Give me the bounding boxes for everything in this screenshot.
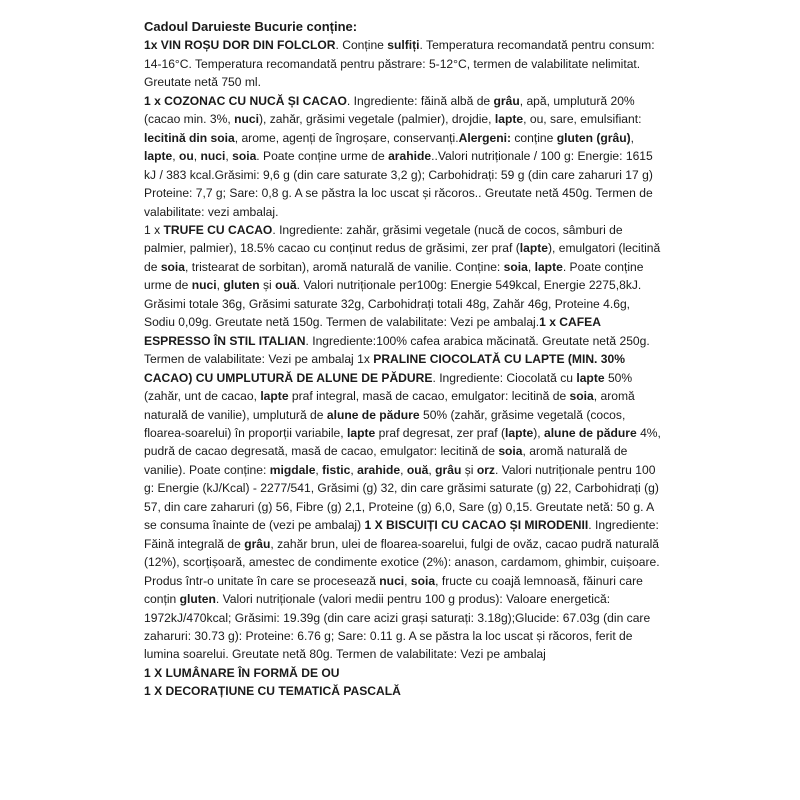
text-run: ,	[193, 149, 201, 164]
bold-text: lapte	[534, 259, 563, 274]
ingredients-body	[144, 36, 664, 700]
text-run: . Poate conține urme de	[256, 149, 389, 164]
bold-text: nuci	[234, 112, 259, 127]
bold-text: 1 X DECORAȚIUNE CU TEMATICĂ PASCALĂ	[144, 684, 401, 699]
product-paragraph	[144, 682, 664, 700]
text-run: . Poate conține urme de	[144, 259, 644, 293]
bold-text: lapte	[519, 241, 548, 256]
text-run: ,	[225, 149, 233, 164]
text-run: ,	[315, 462, 323, 477]
product-paragraph	[144, 92, 664, 221]
bold-text: arahide	[357, 462, 401, 477]
bold-text: gluten (grâu)	[556, 130, 631, 145]
text-run: , zahăr brun, ulei de floarea-soarelui, fulgi de ovăz, cacao pudră naturală (12%), scorțișoară, amestec de condimente exotice (2%): anason, cardamom, ghimbir, cuișoare. Produs într-o unitate în care se procesează	[144, 536, 660, 588]
bold-text: 1 X BISCUIȚI CU CACAO ȘI MIRODENII	[364, 518, 589, 533]
bold-text: gluten	[179, 592, 216, 607]
bold-text: lapte	[576, 370, 605, 385]
text-run: ), emulgatori (lecitină de	[144, 241, 661, 274]
bold-text: gluten	[223, 278, 260, 293]
text-run: . Ingrediente: făină albă de	[346, 93, 494, 108]
text-run: conține	[511, 130, 557, 145]
bold-text: Alergeni:	[458, 130, 512, 145]
text-run: ), zahăr, grăsimi vegetale (palmier), drojdie,	[258, 112, 495, 127]
bold-text: soia	[569, 389, 594, 404]
text-run: , apă, umplutură 20% (cacao min. 3%,	[144, 93, 635, 127]
text-run: și	[259, 278, 276, 293]
text-run: 50% (zahăr, grăsime vegetală (cocos, floarea-soarelui) în proporții variabile,	[144, 407, 626, 440]
bold-text: lapte	[504, 425, 534, 440]
text-run: . Conține	[335, 38, 388, 53]
text-run: . Valori nutriționale pentru 100 g: Energie (kJ/Kcal) - 2277/541, Grăsimi (g) 32, din care grăsimi saturate (g) 22, Carbohidrați (g) 57, din care zaharuri (g) 56, Fibre (g) 2,1, Proteine (g) 6,0, Sare (g) 0,15. Greutate netă: 50 g. A se consuma înainte de (vezi pe ambalaj)	[144, 462, 659, 533]
bold-text: nuci	[191, 278, 217, 293]
text-run: ,	[172, 149, 179, 164]
bold-text: orz	[476, 462, 495, 477]
bold-text: lecitină din soia	[144, 130, 235, 145]
text-run: , ou, sare, emulsifiant:	[523, 112, 642, 127]
text-run: praf degresat, zer praf (	[375, 425, 505, 440]
text-run: , tristearat de sorbitan), aromă naturală de vanilie. Conține:	[185, 259, 504, 274]
bold-text: arahide	[388, 149, 432, 164]
text-run: ),	[533, 425, 544, 440]
bold-text: migdale	[269, 462, 316, 477]
text-run: ,	[630, 130, 635, 145]
bold-text: alune de pădure	[326, 407, 420, 422]
text-run: . Ingrediente: Făină integrală de	[144, 518, 659, 551]
text-run: , fructe cu coajă lemnoasă, făinuri care conțin	[144, 573, 643, 607]
bold-text: lapte	[494, 112, 524, 127]
bold-text: ouă	[406, 462, 429, 477]
text-run: ,	[350, 462, 358, 477]
bold-text: grâu	[435, 462, 462, 477]
text-run: ,	[404, 573, 411, 588]
bold-text: lapte	[347, 425, 376, 440]
bold-text: sulfiți	[387, 38, 420, 53]
bold-text: soia	[410, 573, 436, 588]
text-run: , arome, agenți de îngroșare, conservanți.	[234, 130, 459, 145]
text-run: ,	[527, 259, 535, 274]
text-run: și	[461, 462, 477, 477]
bold-text: grâu	[244, 536, 271, 551]
text-run: . Ingrediente: zahăr, grăsimi vegetale (nucă de cocos, sâmburi de palmier, palmier), 18.5% cacao cu conținut redus de grăsimi, zer praf (	[144, 222, 623, 256]
bold-text: fistic	[322, 462, 351, 477]
bold-text: ou	[178, 149, 194, 164]
bold-text: 1 x COZONAC CU NUCĂ ȘI CACAO	[144, 93, 347, 108]
bold-text: soia	[503, 259, 528, 274]
bold-text: nuci	[200, 149, 226, 164]
ingredients-sheet	[144, 18, 664, 701]
text-run: 1 x	[144, 222, 164, 237]
bold-text: grâu	[493, 93, 520, 108]
text-run: . Valori nutriționale (valori medii pentru 100 g produs): Valoare energetică: 1972kJ/470kcal; Grăsimi: 19.39g (din care acizi grași saturați: 3.18g);Glucide: 67.03g (din care zaharuri: 30.73 g): Proteine: 6.76 g; Sare: 0.11 g. A se păstra la loc uscat și răcoros, ferit de lumina soarelui. Greutate netă 80g. Termen de valabilitate: Vezi pe ambalaj	[144, 592, 651, 662]
text-run: ,	[400, 462, 407, 477]
text-run: , aromă naturală de vanilie), umplutură de	[144, 389, 635, 422]
bold-text: 1x VIN ROȘU DOR DIN FOLCLOR	[144, 38, 336, 53]
bold-text: alune de pădure	[543, 425, 637, 440]
text-run: praf integral, masă de cacao, emulgator: lecitină de	[288, 389, 570, 404]
text-run: 4%, pudră de cacao degresată, masă de cacao, emulgator: lecitină de	[144, 425, 661, 459]
text-run: ,	[216, 278, 224, 293]
bold-text: lapte	[144, 149, 173, 164]
bold-text: ouă	[275, 278, 297, 293]
bold-text: PRALINE CIOCOLATĂ CU LAPTE (MIN. 30% CACAO) CU UMPLUTURĂ DE ALUNE DE PĂDURE	[144, 352, 625, 385]
text-run: . Valori nutriționale per100g: Energie 549kcal, Energie 2275,8kJ. Grăsimi totale 36g, Grăsimi saturate 32g, Carbohidrați totali 48g, Zahăr 46g, Proteine 4.6g, Sodiu 0,09g. Greutate netă 150g. Termen de valabilitate: Vezi pe ambalaj.	[144, 278, 642, 330]
bold-text: soia	[160, 259, 186, 274]
text-run: 50% (zahăr, unt de cacao,	[144, 370, 633, 404]
text-run: ,	[428, 462, 436, 477]
text-run: ..Valori nutriționale / 100 g: Energie: 1615 kJ / 383 kcal.Grăsimi: 9,6 g (din care saturate 3,2 g); Carbohidrați: 59 g (din care zaharuri 17 g) Proteine: 7,7 g; Sare: 0,8 g. A se păstra la loc uscat și răcoros.. Greutate netă 450g. Termen de valabilitate: vezi ambalaj.	[144, 149, 653, 219]
text-run: . Ingrediente:100% cafea arabica măcinată. Greutate netă 250g. Termen de valabilitate: Vezi pe ambalaj 1x	[144, 333, 650, 367]
product-paragraph	[144, 664, 664, 682]
bold-text: lapte	[260, 389, 289, 404]
product-paragraph	[144, 221, 664, 664]
bold-text: 1 x CAFEA ESPRESSO ÎN STIL ITALIAN	[144, 315, 601, 348]
text-run: , aromă naturală de vanilie). Poate conține:	[144, 444, 628, 477]
bold-text: soia	[498, 444, 523, 459]
text-run: . Ingrediente: Ciocolată cu	[432, 370, 577, 385]
bold-text: nuci	[379, 573, 405, 588]
document-title: Cadoul Daruieste Bucurie conține:	[144, 19, 358, 34]
bold-text: TRUFE CU CACAO	[163, 222, 273, 237]
product-paragraph	[144, 36, 664, 91]
bold-text: soia	[232, 149, 257, 164]
bold-text: 1 X LUMÂNARE ÎN FORMĂ DE OU	[144, 665, 340, 680]
text-run: . Temperatura recomandată pentru consum: 14-16°C. Temperatura recomandată pentru păstrare: 5-12°C, termen de valabilitate nelimitat. Greutate netă 750 ml.	[144, 38, 655, 90]
